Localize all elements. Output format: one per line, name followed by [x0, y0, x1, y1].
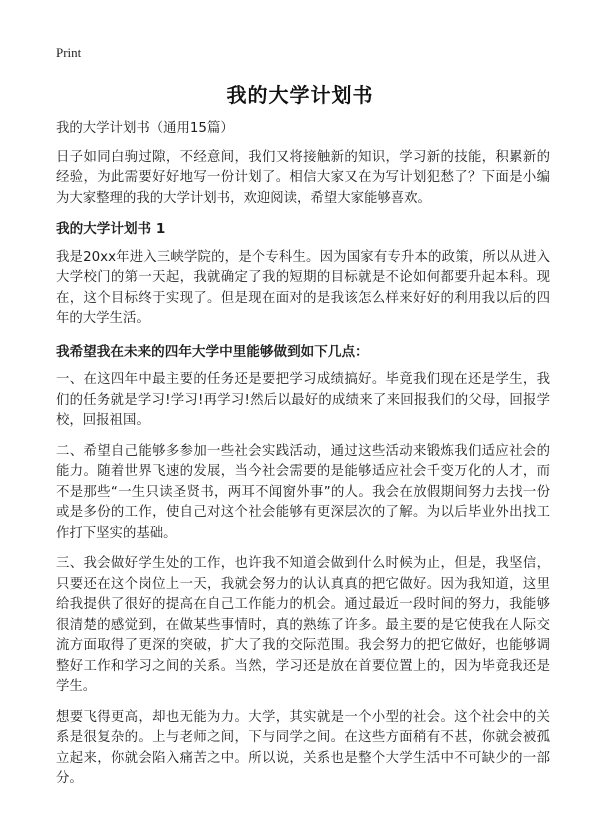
- document-body: [56, 119, 550, 800]
- point-paragraph-2: 二、希望自己能够多参加一些社会实践活动，通过这些活动来锻炼我们适应社会的能力。随着世界飞速的发展，当今社会需要的是能够适应社会千变万化的人才，而不是那些“一生只读圣贤书，两耳不闻窗外事”的人。我会在放假期间努力去找一份或是多份的工作，使自己对这个社会能够有更深层次的了解。为以后毕业外出找工作打下坚实的基础。: [56, 443, 550, 541]
- document-subtitle: 我的大学计划书（通用15篇）: [56, 121, 234, 136]
- point-paragraph-1: 一、在这四年中最主要的任务还是要把学习成绩搞好。毕竟我们现在还是学生，我们的任务就是学习!学习!再学习!然后以最好的成绩来了来回报我们的父母，回报学校，回报祖国。: [56, 372, 550, 428]
- print-link[interactable]: Print: [56, 45, 82, 60]
- section-paragraph: 我是20xx年进入三峡学院的，是个专科生。因为国家有专升本的政策，所以从进入大学校门的第一天起，我就确定了我的短期的目标就是不论如何都要升起本科。现在，这个目标终于实现了。但是现在面对的是我该怎么样来好好的利用我以后的四年的大学生活。: [56, 249, 550, 326]
- intro-paragraph: 日子如同白驹过隙，不经意间，我们又将接触新的知识，学习新的技能，积累新的经验，为此需要好好地写一份计划了。相信大家又在为写计划犯愁了？下面是小编为大家整理的我的大学计划书，欢迎阅读，希望大家能够喜欢。: [56, 149, 550, 206]
- hope-heading: 我希望我在未来的四年大学中里能够做到如下几点：: [56, 343, 369, 360]
- section-heading: 我的大学计划书 1: [56, 221, 166, 237]
- point-paragraph-3: 三、我会做好学生处的工作，也许我不知道会做到什么时候为止，但是，我坚信，只要还在这个岗位上一天，我就会努力的认认真真的把它做好。因为我知道，这里给我提供了很好的提高在自己工作能力的机会。通过最近一段时间的努力，我能够很清楚的感觉到，在做某些事情时，真的熟练了许多。最主要的是它使我在人际交流方面取得了更深的突破，扩大了我的交际范围。我会努力的把它做好，也能够调整好工作和学习之间的关系。当然，学习还是放在首要位置上的，因为毕竟我还是学生。: [56, 556, 550, 694]
- page-title: 我的大学计划书: [226, 83, 374, 107]
- closing-paragraph: 想要飞得更高，却也无能为力。大学，其实就是一个小型的社会。这个社会中的关系是很复杂的。上与老师之间，下与同学之间。在这些方面稍有不甚，你就会被孤立起来，你就会陷入痛苦之中。所以说，关系也是整个大学生活中不可缺少的一部分。: [56, 709, 550, 786]
